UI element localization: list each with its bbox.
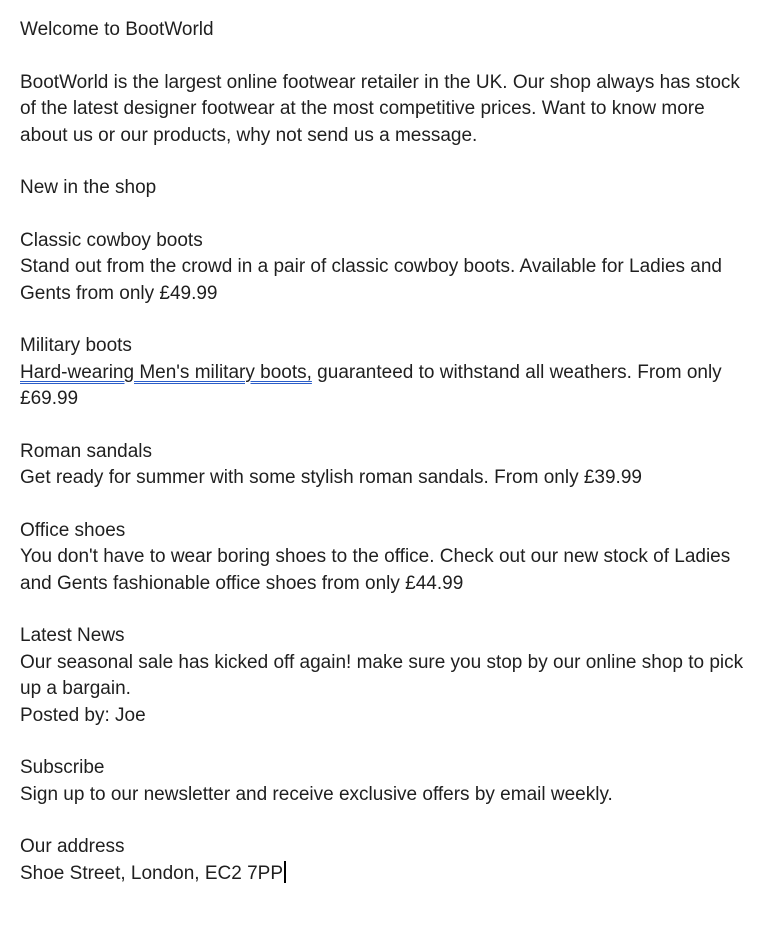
product-office-shoes: [20, 518, 750, 598]
product-description: Stand out from the crowd in a pair of classic cowboy boots. Available for Ladies and Gents from only £49.99: [20, 256, 722, 304]
new-in-shop-section: [20, 175, 750, 202]
product-military-boots: [20, 333, 750, 413]
address-value: Shoe Street, London, EC2 7PP: [20, 862, 284, 884]
product-description: You don't have to wear boring shoes to the office. Check out our new stock of Ladies and Gents fashionable office shoes from only £44.99: [20, 546, 731, 594]
latest-news-body: Our seasonal sale has kicked off again! make sure you stop by our online shop to pick up a bargain.: [20, 651, 744, 699]
product-description: guaranteed to withstand all weathers. From only £69.99: [20, 361, 722, 409]
latest-news-posted-by: Posted by: Joe: [20, 704, 146, 726]
text-cursor: [284, 861, 286, 883]
product-title: Classic cowboy boots: [20, 229, 203, 251]
product-description: Get ready for summer with some stylish roman sandals. From only £39.99: [20, 467, 642, 488]
document-body[interactable]: [20, 17, 750, 913]
product-cowboy-boots: [20, 228, 750, 308]
latest-news-heading: Latest News: [20, 625, 125, 646]
product-roman-sandals: [20, 439, 750, 492]
product-title: Office shoes: [20, 519, 126, 541]
address-section: [20, 834, 750, 887]
subscribe-heading: Subscribe: [20, 757, 105, 778]
subscribe-section: [20, 755, 750, 808]
subscribe-body: Sign up to our newsletter and receive exclusive offers by email weekly.: [20, 783, 613, 805]
welcome-section: [20, 17, 750, 44]
latest-news-section: [20, 623, 750, 729]
address-heading: Our address: [20, 836, 125, 857]
welcome-paragraph: [20, 70, 750, 150]
product-title: Military boots: [20, 335, 132, 356]
welcome-body: BootWorld is the largest online footwear retailer in the UK. Our shop always has stock of the latest designer footwear at the most competitive prices. Want to know more about us or our products, why not send us a message.: [20, 71, 740, 146]
product-title: Roman sandals: [20, 440, 153, 462]
welcome-heading: Welcome to BootWorld: [20, 19, 214, 40]
grammar-flagged-text[interactable]: Hard-wearing Men's military boots,: [20, 361, 312, 383]
new-in-shop-heading: New in the shop: [20, 177, 157, 198]
